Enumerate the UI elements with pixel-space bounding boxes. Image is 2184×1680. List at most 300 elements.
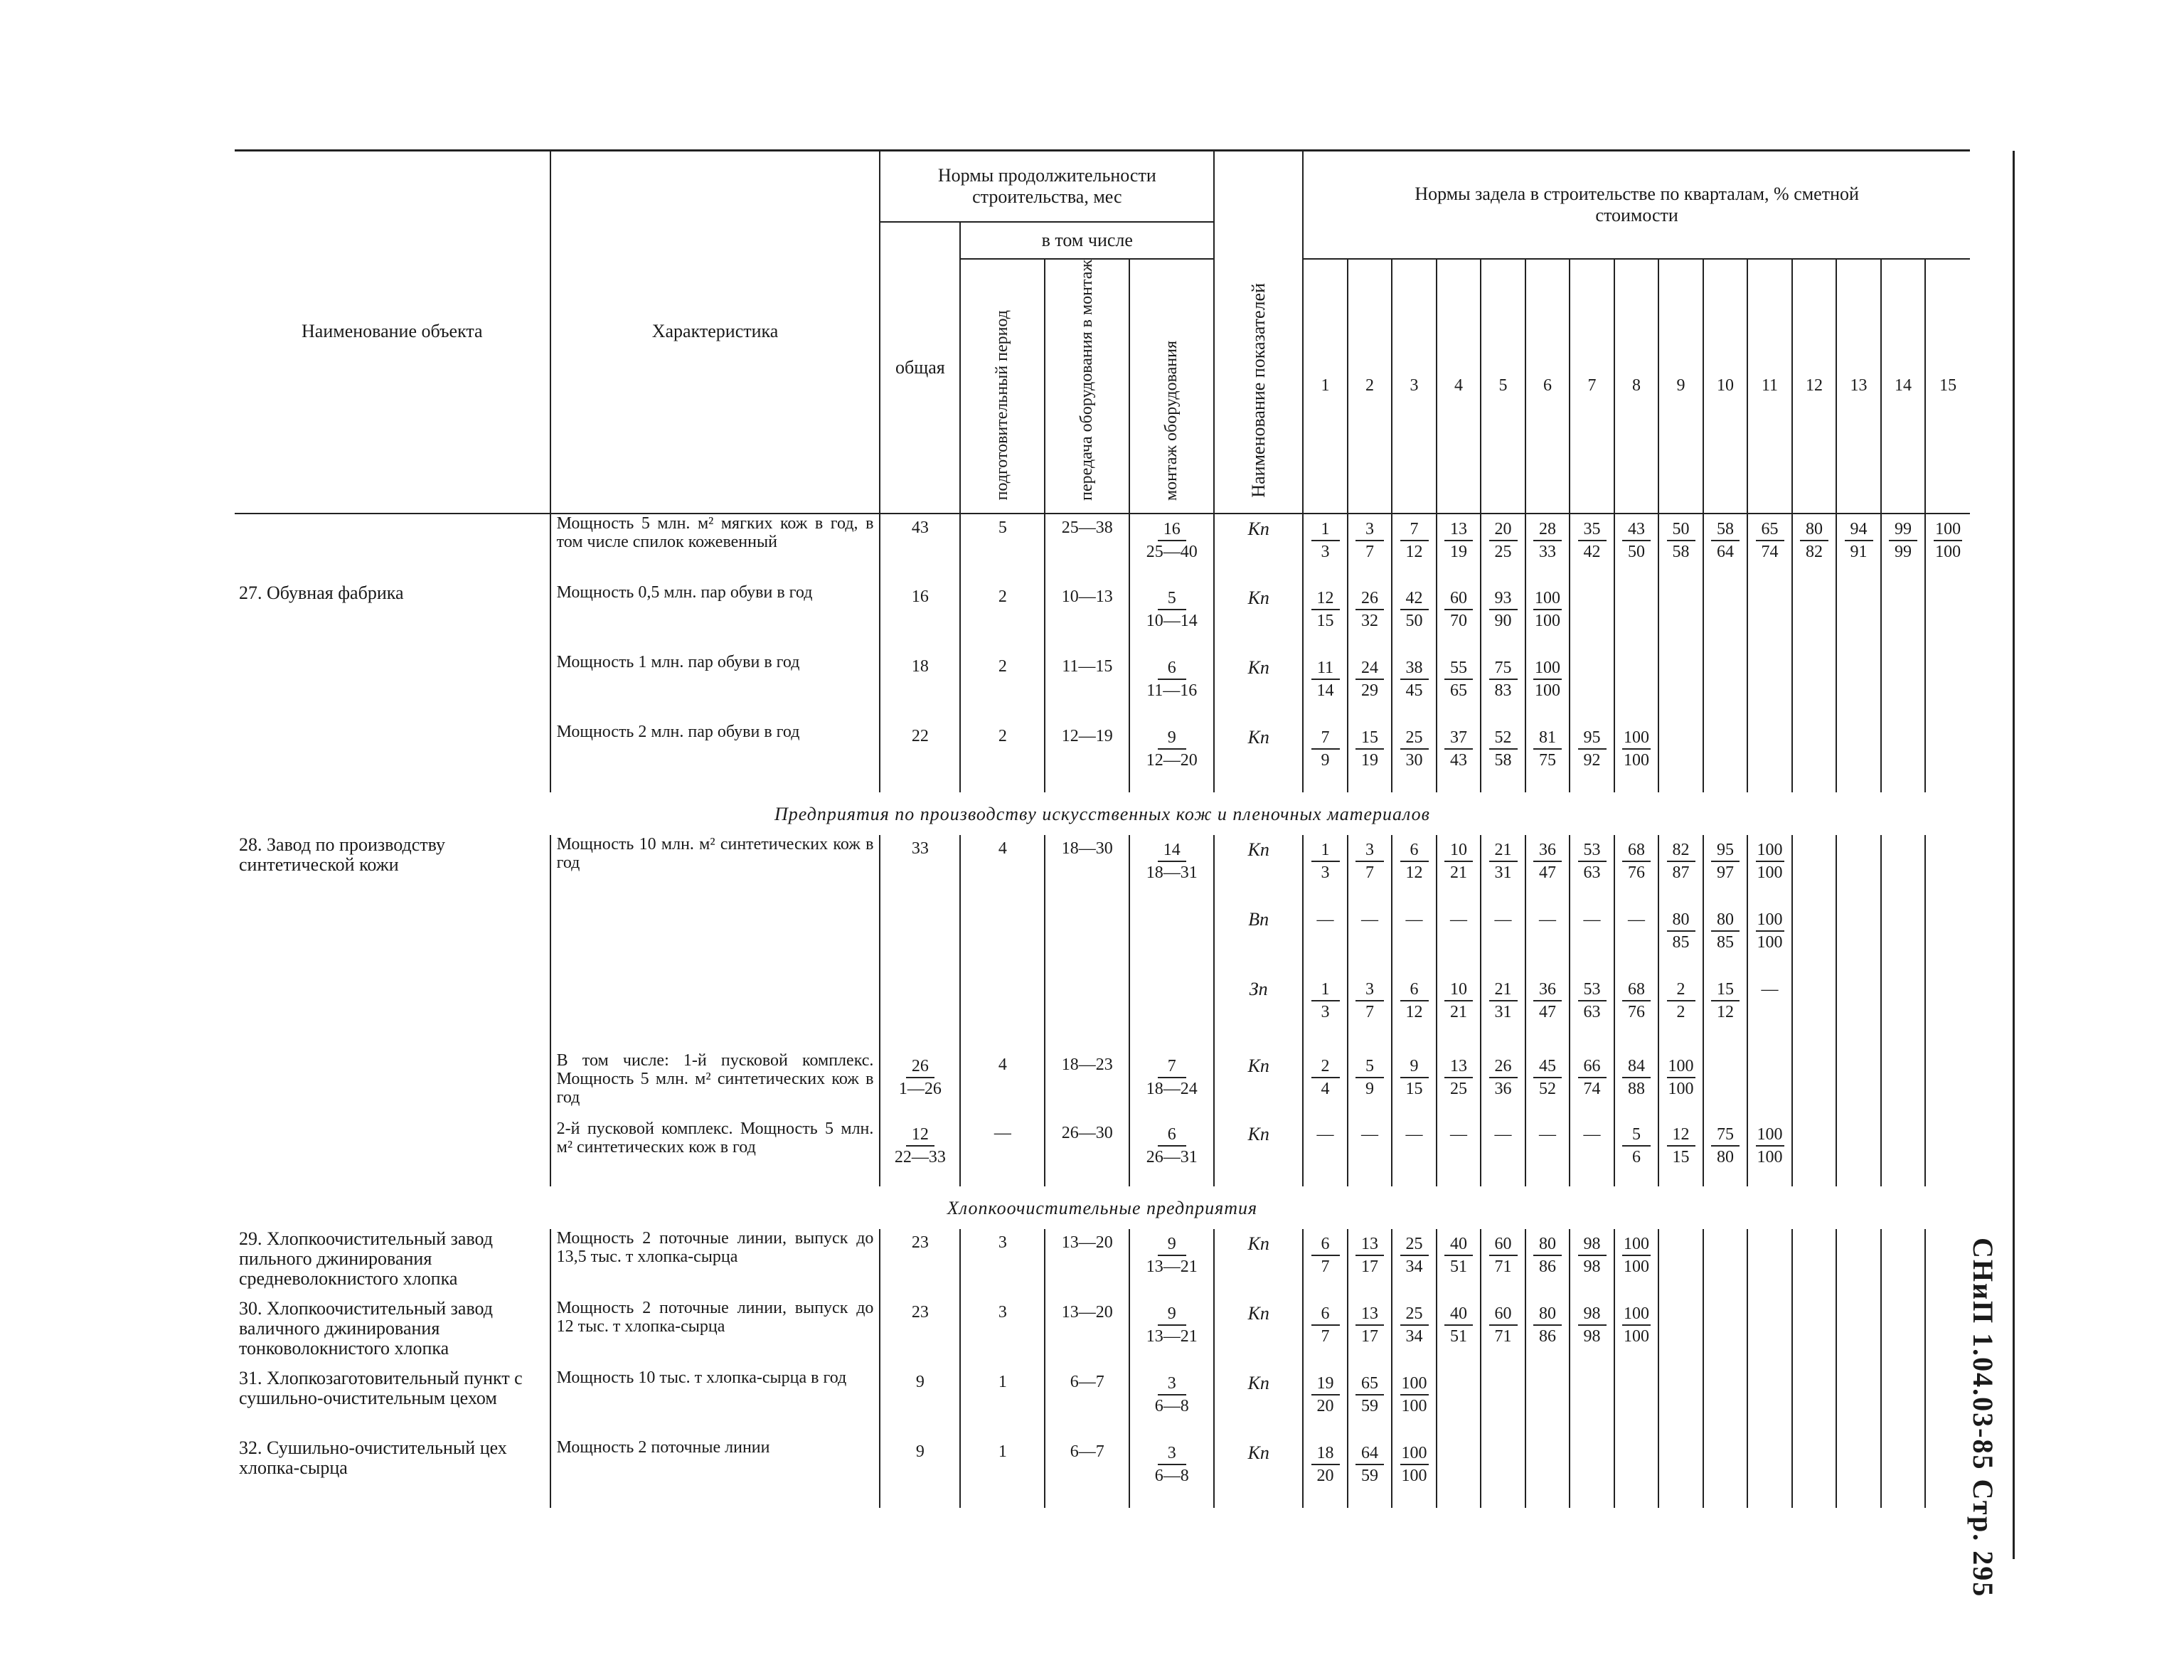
quarter-cell-bottom: 91 <box>1850 542 1868 561</box>
quarter-cell <box>1570 974 1614 1051</box>
quarter-cell-top: 100 <box>1533 588 1562 610</box>
mount-period-pair <box>1130 1373 1213 1417</box>
quarter-cell-empty <box>1481 1368 1525 1438</box>
quarter-cell-top: 58 <box>1711 519 1740 541</box>
quarter-cell-pair <box>1348 1056 1392 1100</box>
quarter-cell-bottom: 100 <box>1535 681 1560 700</box>
quarter-cell-bottom: 86 <box>1539 1257 1556 1276</box>
quarter-cell <box>1836 514 1881 583</box>
quarter-cell-pair <box>1348 1303 1392 1347</box>
quarter-cell-pair <box>1304 1124 1347 1145</box>
quarter-cell-pair <box>1748 839 1791 883</box>
object-name: 30. Хлопкоочистительный завод валичного джинирования тонковолокнистого хлопка <box>239 1297 494 1359</box>
quarter-cell-empty <box>1792 653 1837 723</box>
quarter-cell-bottom: 45 <box>1405 681 1423 700</box>
quarter-cell-empty <box>1658 1299 1703 1368</box>
quarter-cell-pair <box>1348 727 1392 771</box>
quarter-cell-empty <box>1703 1368 1748 1438</box>
quarter-cell-bottom: 7 <box>1365 1002 1374 1021</box>
quarter-cell-empty <box>1570 1368 1614 1438</box>
mount-period-pair <box>1130 1233 1213 1277</box>
quarter-cell-bottom: 63 <box>1583 863 1601 882</box>
quarter-cell-pair <box>1570 839 1614 883</box>
quarter-header: 1 <box>1303 259 1348 514</box>
quarter-cell-bottom: 88 <box>1628 1079 1645 1098</box>
quarter-cell-pair <box>1837 519 1880 563</box>
quarter-cell-top: 100 <box>1622 1233 1651 1256</box>
quarter-cell <box>1570 1299 1614 1368</box>
quarter-cell <box>1614 514 1659 583</box>
quarter-cell-top: 15 <box>1355 727 1384 750</box>
quarter-cell-pair <box>1615 1124 1658 1168</box>
quarter-cell-top: 55 <box>1444 657 1473 680</box>
quarter-cell <box>1481 723 1525 792</box>
quarter-cell-top: 1 <box>1311 979 1340 1001</box>
total-duration <box>880 905 960 974</box>
characteristic: Мощность 10 тыс. т хлопка-сырца в год <box>550 1368 880 1438</box>
quarter-cell-pair <box>1659 839 1703 883</box>
quarter-cell-top: 99 <box>1889 519 1917 541</box>
quarter-cell-pair <box>1437 519 1481 563</box>
quarter-cell-bottom: 34 <box>1405 1257 1423 1276</box>
quarter-cell-pair <box>1392 979 1436 1023</box>
quarter-cell <box>1348 653 1392 723</box>
quarter-cell-top: 81 <box>1533 727 1562 750</box>
quarter-cell-bottom: 7 <box>1365 863 1374 882</box>
quarter-cell-pair <box>1704 1124 1747 1168</box>
quarter-cell-empty <box>1925 905 1970 974</box>
quarter-cell-empty <box>1437 1438 1481 1508</box>
quarter-cell-empty <box>1703 1051 1748 1120</box>
quarter-cell-bottom: 7 <box>1321 1257 1330 1276</box>
quarter-cell-top: 53 <box>1578 839 1607 862</box>
quarter-cell-top: 100 <box>1622 727 1651 750</box>
quarter-cell-pair <box>1659 519 1703 563</box>
quarter-cell-pair <box>1437 1056 1481 1100</box>
quarter-cell-top: 21 <box>1489 979 1518 1001</box>
quarter-cell-bottom: 25 <box>1494 542 1512 561</box>
quarter-cell-top: 1 <box>1311 519 1340 541</box>
transfer-period <box>1045 905 1129 974</box>
quarter-cell-bottom: 52 <box>1539 1079 1556 1098</box>
quarter-cell-empty <box>1792 1229 1837 1299</box>
quarter-cell-empty <box>1881 974 1926 1051</box>
total-duration-pair <box>880 1056 959 1100</box>
mount-period-bottom: 6—8 <box>1154 1396 1189 1415</box>
quarter-cell-pair <box>1304 1056 1347 1100</box>
quarter-cell-empty <box>1525 1368 1570 1438</box>
quarter-cell-bottom: 4 <box>1321 1079 1330 1098</box>
quarter-cell-empty <box>1881 1229 1926 1299</box>
quarter-cell-bottom: 47 <box>1539 863 1556 882</box>
table-row <box>235 514 1970 583</box>
quarter-cell <box>1303 905 1348 974</box>
quarter-cell-empty <box>1881 1120 1926 1186</box>
quarter-cell <box>1658 514 1703 583</box>
quarter-cell-bottom: 100 <box>1535 611 1560 630</box>
quarter-cell <box>1481 653 1525 723</box>
quarter-header: 12 <box>1792 259 1837 514</box>
quarter-cell-top: — <box>1761 979 1779 999</box>
quarter-cell-top: — <box>1316 910 1334 929</box>
object-name: 32. Сушильно-очистительный цех хлопка-сырца <box>239 1437 507 1478</box>
quarter-cell-bottom: 75 <box>1539 750 1556 770</box>
quarter-cell-top: 13 <box>1355 1303 1384 1326</box>
quarter-cell-pair <box>1526 1124 1570 1145</box>
quarter-cell <box>1303 723 1348 792</box>
quarter-cell-pair <box>1392 588 1436 632</box>
quarter-cell-bottom: 50 <box>1628 542 1645 561</box>
quarter-cell-empty <box>1792 1438 1837 1508</box>
quarter-cell-top: 95 <box>1578 727 1607 750</box>
quarter-cell-pair <box>1481 588 1525 632</box>
quarter-cell <box>1570 905 1614 974</box>
quarter-cell-empty <box>1747 1229 1792 1299</box>
quarter-cell-top: 60 <box>1489 1303 1518 1326</box>
quarter-cell-bottom: 85 <box>1672 932 1690 952</box>
quarter-cell-bottom: 100 <box>1757 863 1783 882</box>
quarter-cell <box>1525 653 1570 723</box>
quarter-cell-bottom: 50 <box>1405 611 1423 630</box>
quarter-cell-pair <box>1570 979 1614 1023</box>
total-duration: 18 <box>880 653 960 723</box>
quarter-cell-bottom: 92 <box>1583 750 1601 770</box>
quarter-cell <box>1614 835 1659 905</box>
indicator: Кп <box>1214 1051 1303 1120</box>
quarter-cell-top: 68 <box>1622 839 1651 862</box>
quarter-cell <box>1481 514 1525 583</box>
characteristic: Мощность 2 поточные линии, выпуск до 12 тыс. т хлопка-сырца <box>550 1299 880 1368</box>
object-name <box>235 514 550 583</box>
quarter-cell-pair <box>1392 1233 1436 1277</box>
quarter-cell-empty <box>1836 1229 1881 1299</box>
quarter-cell-empty <box>1881 653 1926 723</box>
quarter-cell-top: 100 <box>1622 1303 1651 1326</box>
indicator: Кп <box>1214 1438 1303 1508</box>
quarter-cell <box>1658 835 1703 905</box>
quarter-cell-pair <box>1481 979 1525 1023</box>
quarter-cell-empty <box>1792 905 1837 974</box>
mount-period <box>1129 723 1214 792</box>
quarter-cell-top: 13 <box>1444 519 1473 541</box>
mount-period-top: 14 <box>1158 839 1186 862</box>
quarter-cell-pair <box>1481 1303 1525 1347</box>
mount-period-bottom: 18—24 <box>1146 1079 1198 1098</box>
quarter-cell-pair <box>1481 519 1525 563</box>
quarter-cell-pair <box>1437 1303 1481 1347</box>
characteristic: Мощность 2 млн. пар обуви в год <box>550 723 880 792</box>
quarter-cell-bottom: 3 <box>1321 542 1330 561</box>
table-row <box>235 1229 1970 1299</box>
quarter-cell-empty <box>1570 653 1614 723</box>
quarter-cell-pair <box>1392 727 1436 771</box>
quarter-cell-pair <box>1437 909 1481 930</box>
quarter-cell <box>1392 653 1437 723</box>
object-name: 28. Завод по производству синтетической кожи <box>239 834 446 875</box>
quarter-cell-top: 43 <box>1622 519 1651 541</box>
quarter-cell-pair <box>1570 1124 1614 1145</box>
quarter-cell-bottom: 30 <box>1405 750 1423 770</box>
quarter-cell-pair <box>1615 519 1658 563</box>
norms-table-container <box>235 151 1970 1508</box>
indicator: Кп <box>1214 1229 1303 1299</box>
quarter-cell-pair <box>1437 727 1481 771</box>
transfer-period <box>1045 974 1129 1051</box>
quarter-cell <box>1525 583 1570 653</box>
quarter-cell-empty <box>1658 583 1703 653</box>
quarter-cell <box>1703 514 1748 583</box>
quarter-cell-bottom: 63 <box>1583 1002 1601 1021</box>
quarter-cell-pair <box>1526 909 1570 930</box>
quarter-cell-top: 37 <box>1444 727 1473 750</box>
quarter-cell-empty <box>1925 835 1970 905</box>
quarter-cell-bottom: 12 <box>1405 1002 1423 1021</box>
object-name: 27. Обувная фабрика <box>239 582 404 603</box>
quarter-cell-pair <box>1570 1303 1614 1347</box>
quarter-cell-bottom: 64 <box>1717 542 1734 561</box>
quarter-cell-top: 52 <box>1489 727 1518 750</box>
quarter-cell-bottom: 15 <box>1316 611 1334 630</box>
object-name <box>235 905 550 974</box>
quarter-cell-pair <box>1659 1124 1703 1168</box>
transfer-period: 18—30 <box>1045 835 1129 905</box>
quarter-cell <box>1392 974 1437 1051</box>
quarter-cell-top: 36 <box>1533 839 1562 862</box>
mount-period-bottom: 12—20 <box>1146 750 1198 770</box>
quarter-cell <box>1525 1229 1570 1299</box>
transfer-period: 10—13 <box>1045 583 1129 653</box>
mount-period-bottom: 13—21 <box>1146 1257 1198 1276</box>
quarter-cell-top: 82 <box>1667 839 1695 862</box>
quarter-cell-pair <box>1526 519 1570 563</box>
quarter-cell <box>1747 835 1792 905</box>
quarter-cell <box>1525 1120 1570 1186</box>
quarter-cell-pair <box>1304 909 1347 930</box>
quarter-cell-empty <box>1836 1438 1881 1508</box>
quarter-cell <box>1614 1051 1659 1120</box>
header-characteristic: Характеристика <box>550 151 880 514</box>
quarter-cell <box>1570 835 1614 905</box>
quarter-cell <box>1392 583 1437 653</box>
transfer-period: 18—23 <box>1045 1051 1129 1120</box>
transfer-period: 25—38 <box>1045 514 1129 583</box>
quarter-cell <box>1614 1120 1659 1186</box>
mount-period-top: 6 <box>1158 1124 1186 1147</box>
quarter-cell-top: — <box>1450 1125 1467 1144</box>
quarter-cell <box>1570 1051 1614 1120</box>
quarter-cell-bottom: 3 <box>1321 1002 1330 1021</box>
quarter-cell-empty <box>1836 1120 1881 1186</box>
header-mount: монтаж оборудования <box>1162 340 1181 501</box>
indicator: Кп <box>1214 583 1303 653</box>
quarter-cell-pair <box>1304 1373 1347 1417</box>
quarter-cell-top: 21 <box>1489 839 1518 862</box>
characteristic: Мощность 10 млн. м² синтетических кож в год <box>550 835 880 905</box>
object-name <box>235 1051 550 1120</box>
quarter-cell-pair <box>1481 909 1525 930</box>
total-duration <box>880 974 960 1051</box>
quarter-cell-top: 68 <box>1622 979 1651 1001</box>
quarter-cell-pair <box>1392 839 1436 883</box>
quarter-cell <box>1747 905 1792 974</box>
indicator: Зп <box>1214 974 1303 1051</box>
mount-period-top: 6 <box>1158 657 1186 680</box>
mount-period-top: 9 <box>1158 727 1186 750</box>
quarter-cell <box>1437 1299 1481 1368</box>
quarter-header: 8 <box>1614 259 1659 514</box>
quarter-cell-top: — <box>1361 1125 1378 1144</box>
quarter-cell-top: 80 <box>1800 519 1828 541</box>
quarter-cell-pair <box>1392 657 1436 701</box>
total-duration: 23 <box>880 1299 960 1368</box>
quarter-cell <box>1303 974 1348 1051</box>
quarter-cell-empty <box>1703 653 1748 723</box>
quarter-cell-empty <box>1658 723 1703 792</box>
quarter-cell-empty <box>1658 1229 1703 1299</box>
quarter-cell-pair <box>1526 1303 1570 1347</box>
quarter-cell <box>1392 1051 1437 1120</box>
quarter-cell <box>1658 905 1703 974</box>
quarter-cell <box>1348 1438 1392 1508</box>
quarter-cell-top: 25 <box>1400 1303 1429 1326</box>
mount-period-pair <box>1130 1056 1213 1100</box>
section-artificial-leather <box>235 792 1970 835</box>
quarter-cell-empty <box>1525 1438 1570 1508</box>
prep-period: 5 <box>960 514 1045 583</box>
quarter-cell-top: 26 <box>1355 588 1384 610</box>
quarter-cell <box>1481 1051 1525 1120</box>
quarter-cell-top: 6 <box>1311 1233 1340 1256</box>
quarter-cell-top: 100 <box>1667 1056 1695 1078</box>
quarter-cell-top: 98 <box>1578 1303 1607 1326</box>
quarter-cell <box>1392 1368 1437 1438</box>
quarter-header: 3 <box>1392 259 1437 514</box>
quarter-cell-empty <box>1925 1299 1970 1368</box>
object-name: 29. Хлопкоочистительный завод пильного джинирования средневолокнистого хлопка <box>239 1228 494 1289</box>
quarter-cell-bottom: 100 <box>1935 542 1961 561</box>
quarter-cell-bottom: 21 <box>1450 1002 1467 1021</box>
quarter-cell-pair <box>1304 1303 1347 1347</box>
quarter-cell <box>1703 905 1748 974</box>
quarter-cell-top: — <box>1494 910 1512 929</box>
quarter-cell-bottom: 100 <box>1624 750 1649 770</box>
quarter-cell-bottom: 36 <box>1494 1079 1512 1098</box>
quarter-cell-empty <box>1437 1368 1481 1438</box>
quarter-cell-empty <box>1792 1368 1837 1438</box>
quarter-cell <box>1481 583 1525 653</box>
mount-period-bottom: 26—31 <box>1146 1147 1198 1166</box>
transfer-period: 6—7 <box>1045 1368 1129 1438</box>
quarter-cell <box>1525 723 1570 792</box>
mount-period-pair <box>1130 1303 1213 1347</box>
quarter-cell-top: 20 <box>1489 519 1518 541</box>
total-duration <box>880 1051 960 1120</box>
quarter-cell-bottom: 97 <box>1717 863 1734 882</box>
quarter-cell-pair <box>1926 519 1970 563</box>
quarter-cell-empty <box>1658 1368 1703 1438</box>
quarter-cell <box>1392 1120 1437 1186</box>
quarter-cell-bottom: 43 <box>1450 750 1467 770</box>
transfer-period: 13—20 <box>1045 1299 1129 1368</box>
quarter-cell-bottom: 100 <box>1757 1147 1783 1166</box>
section-cotton <box>235 1186 1970 1229</box>
quarter-cell-pair <box>1348 1442 1392 1487</box>
quarter-cell <box>1437 583 1481 653</box>
quarter-cell-top: 100 <box>1934 519 1962 541</box>
quarter-cell-bottom: 9 <box>1321 750 1330 770</box>
mount-period <box>1129 1299 1214 1368</box>
quarter-cell-pair <box>1481 657 1525 701</box>
indicator: Кп <box>1214 1120 1303 1186</box>
quarter-cell-top: 18 <box>1311 1442 1340 1465</box>
quarter-cell-pair <box>1615 727 1658 771</box>
quarter-cell-top: — <box>1583 910 1601 929</box>
quarter-cell <box>1437 723 1481 792</box>
quarter-cell-bottom: 20 <box>1316 1466 1334 1485</box>
prep-period: 4 <box>960 1051 1045 1120</box>
quarter-cell <box>1348 1120 1392 1186</box>
quarter-cell <box>1525 1051 1570 1120</box>
quarter-cell-bottom: 82 <box>1806 542 1823 561</box>
characteristic: Мощность 2 поточные линии, выпуск до 13,5 тыс. т хлопка-сырца <box>550 1229 880 1299</box>
prep-period: 2 <box>960 583 1045 653</box>
quarter-cell-bottom: 14 <box>1316 681 1334 700</box>
prep-period: 2 <box>960 723 1045 792</box>
mount-period-bottom: 25—40 <box>1146 542 1198 561</box>
quarter-cell-pair <box>1392 1124 1436 1145</box>
quarter-cell-bottom: 32 <box>1361 611 1378 630</box>
quarter-cell-empty <box>1792 835 1837 905</box>
quarter-cell-bottom: 59 <box>1361 1396 1378 1415</box>
transfer-period: 12—19 <box>1045 723 1129 792</box>
quarter-cell-bottom: 100 <box>1401 1466 1427 1485</box>
header-indicator: Наименование показателей <box>1214 151 1303 514</box>
quarter-cell-empty <box>1747 723 1792 792</box>
quarter-cell-top: 11 <box>1311 657 1340 680</box>
quarter-cell-top: 25 <box>1400 727 1429 750</box>
quarter-cell-empty <box>1792 1120 1837 1186</box>
indicator: Кп <box>1214 653 1303 723</box>
quarter-cell-empty <box>1792 1299 1837 1368</box>
quarter-cell <box>1348 1368 1392 1438</box>
quarter-cell-bottom: 3 <box>1321 863 1330 882</box>
total-duration: 22 <box>880 723 960 792</box>
quarter-cell <box>1303 1438 1348 1508</box>
quarter-cell <box>1525 514 1570 583</box>
quarter-cell-top: 3 <box>1355 839 1384 862</box>
right-rule <box>2013 151 2015 1559</box>
prep-period: 1 <box>960 1438 1045 1508</box>
mount-period-pair <box>1130 839 1213 883</box>
mount-period <box>1129 974 1214 1051</box>
quarter-cell-pair <box>1304 979 1347 1023</box>
mount-period <box>1129 583 1214 653</box>
quarter-cell-empty <box>1881 1438 1926 1508</box>
quarter-cell-empty <box>1925 1438 1970 1508</box>
quarter-cell-top: 60 <box>1489 1233 1518 1256</box>
object-name <box>235 974 550 1051</box>
quarter-cell-empty <box>1614 583 1659 653</box>
quarter-cell-bottom: 85 <box>1717 932 1734 952</box>
quarter-cell-bottom: 19 <box>1450 542 1467 561</box>
mount-period <box>1129 835 1214 905</box>
quarter-cell-empty <box>1570 583 1614 653</box>
quarter-cell-empty <box>1925 1368 1970 1438</box>
norms-table <box>235 151 1970 1508</box>
quarter-cell-top: 1 <box>1311 839 1340 862</box>
quarter-cell-empty <box>1658 653 1703 723</box>
mount-period-top: 16 <box>1158 519 1186 541</box>
